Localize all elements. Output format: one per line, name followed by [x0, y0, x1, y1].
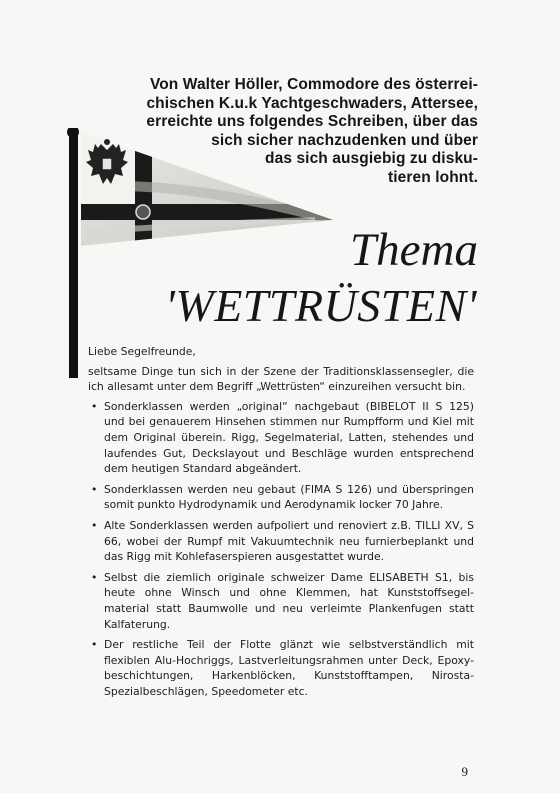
letter-greeting: Liebe Segelfreunde,: [88, 345, 196, 358]
bullet-icon: •: [91, 482, 98, 496]
list-item: [88, 518, 474, 565]
bullet-list: [88, 399, 474, 700]
list-item-text: Sonderklassen werden neu gebaut (FIMA S 126) und überspringen somit punkto Hydrodynamik und Aerodynamik locker 70 Jahre.: [104, 482, 474, 512]
bullet-icon: •: [91, 638, 98, 652]
pennant-emblem-icon: [136, 205, 150, 219]
bullet-icon: •: [91, 518, 98, 532]
intro-line: sich sicher nachzudenken und über: [211, 131, 478, 149]
list-item: [88, 399, 474, 477]
list-item: [88, 482, 474, 513]
article-title-line-1: Thema: [350, 224, 478, 276]
letter-lead-paragraph: seltsame Dinge tun sich in der Szene der Traditionsklassensegler, die ich allesamt unter dem Begriff „Wettrüsten“ einzureihen versucht bin.: [88, 364, 474, 394]
yacht-club-pennant-illustration: [55, 128, 355, 378]
article-title-line-2: 'WETTRÜSTEN': [165, 280, 477, 331]
list-item-text: Sonderklassen werden „original“ nachgebaut (BIBELOT II S 125) und bei genauerem Hinsehen stimmen nur Rumpfform und Kiel mit dem Original überein. Rigg, Segelmaterial, Latten, stehendes und laufendes Gut, Deckslayout und Beschläge wurden entsprechend dem heutigen Standard abgeändert.: [104, 399, 474, 476]
list-item: [88, 637, 474, 699]
page-number: 9: [461, 764, 468, 779]
list-item-text: Alte Sonderklassen werden aufpoliert und renoviert z.B. TILLI XV, S 66, wobei der Rumpf mit Vakuumtechnik neu furnierbeplankt und das Rigg mit Kohlefaserspieren ausgestattet wurde.: [104, 518, 474, 564]
intro-line: Von Walter Höller, Commodore des österrei-: [149, 76, 478, 93]
bullet-icon: •: [91, 399, 98, 413]
intro-line: tieren lohnt.: [388, 168, 478, 186]
bullet-icon: •: [91, 570, 98, 584]
flag-pole: [69, 128, 78, 378]
list-item: [88, 570, 474, 632]
intro-line: chischen K.u.k Yachtgeschwaders, Attersee,: [146, 94, 478, 112]
letter-body: [88, 344, 474, 704]
list-item-text: Der restliche Teil der Flotte glänzt wie selbstverständlich mit flexiblen Alu-Hochriggs, Lastverleitungsrahmen unter Deck, Epoxy-beschichtungen, Harkenblöcken, Kunststofftampen, Nirosta-Spezialbeschlägen, Speedometer etc.: [104, 638, 474, 698]
intro-line: erreichte uns folgendes Schreiben, über das: [146, 113, 478, 131]
intro-line: das sich ausgiebig zu disku-: [265, 150, 478, 168]
list-item-text: Selbst die ziemlich originale schweizer Dame ELISABETH S1, bis heute ohne Winsch und ohne Klemmen, hat Kunststoffsegel-material statt Baumwolle und neu verleimte Plankenfugen statt Kalfaterung.: [104, 570, 474, 631]
